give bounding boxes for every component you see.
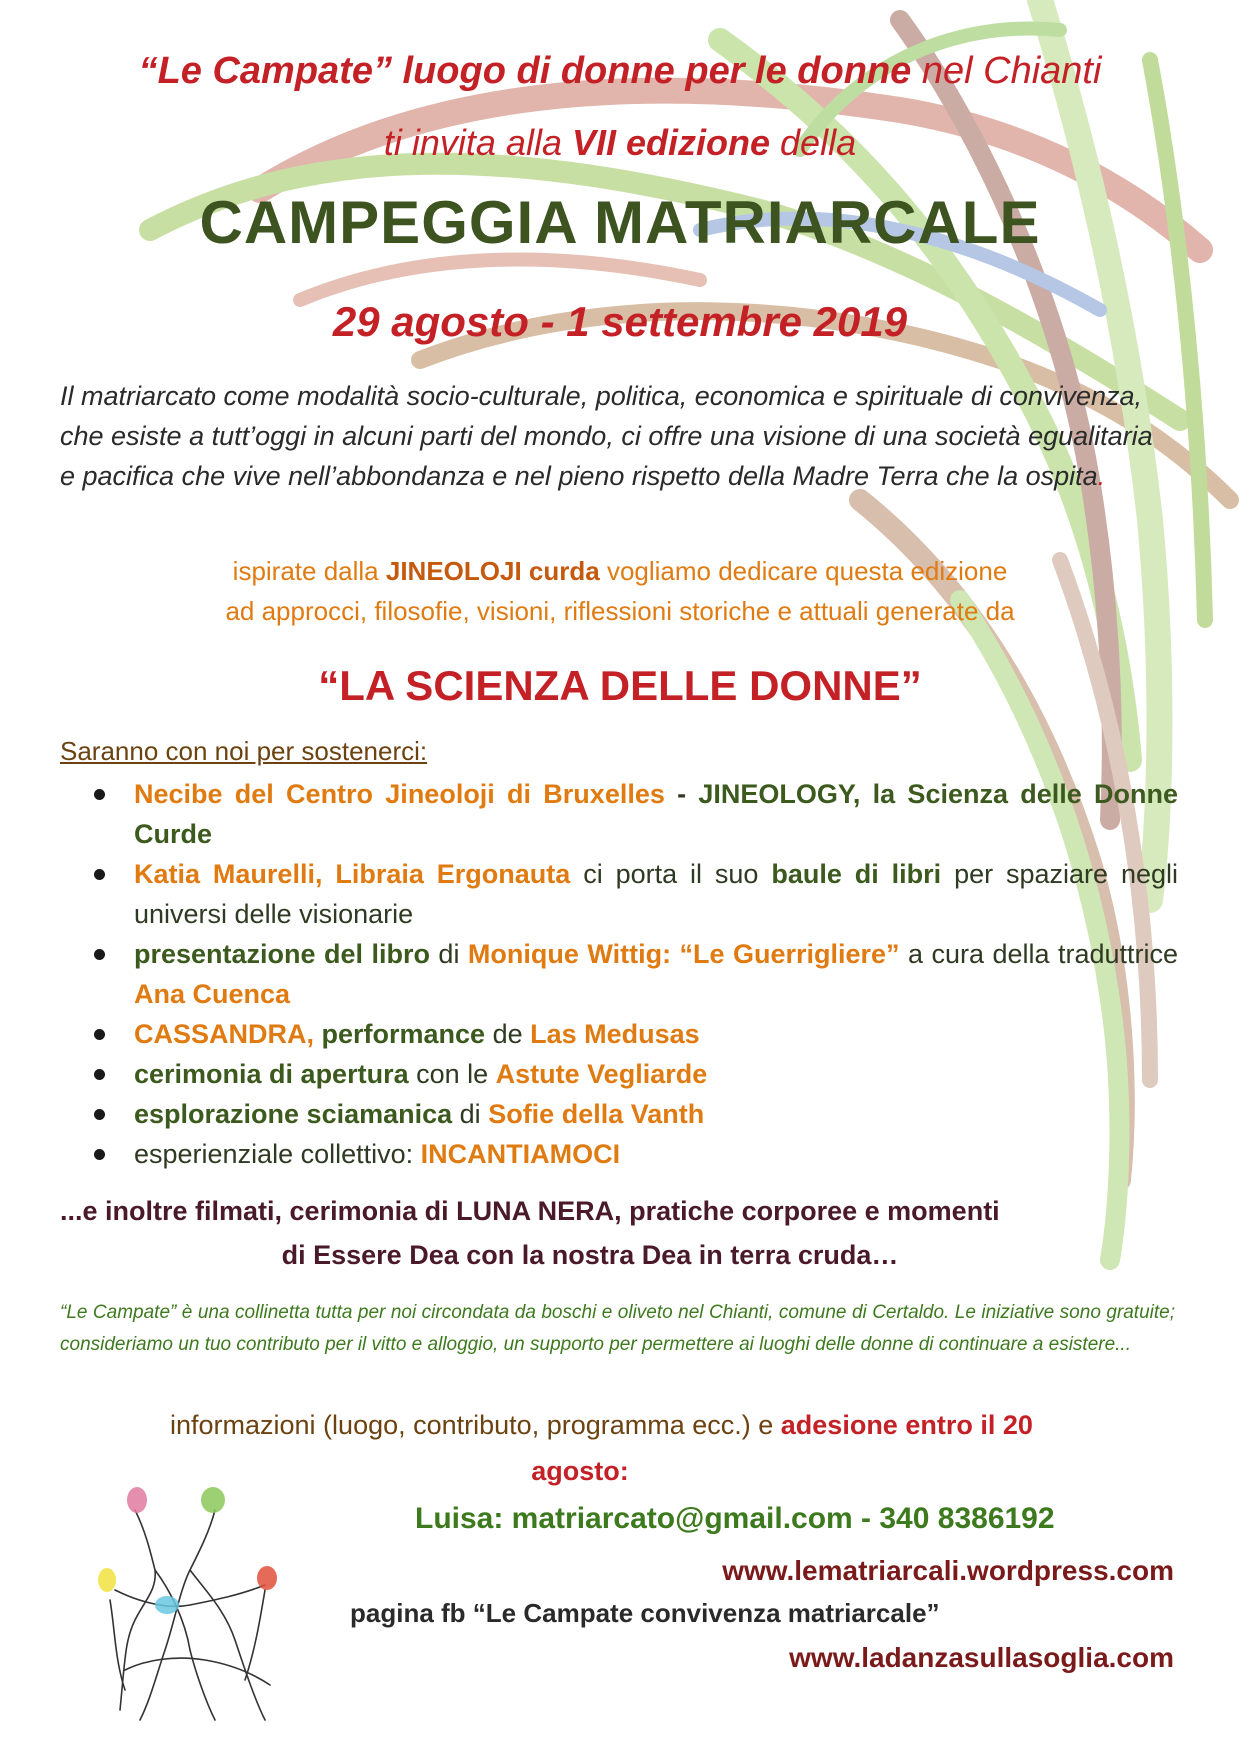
info-deadline: adesione entro il 20 xyxy=(780,1410,1033,1440)
list-item xyxy=(88,1094,1178,1134)
speaker-name: Sofie della Vanth xyxy=(488,1099,705,1129)
header-line-1 xyxy=(0,50,1240,93)
list-item xyxy=(88,774,1178,854)
intro-period: . xyxy=(1097,461,1106,491)
speaker-text: a cura della traduttrice xyxy=(899,939,1178,969)
yellow-head-icon xyxy=(98,1568,116,1592)
speaker-topic: baule di libri xyxy=(771,859,942,889)
list-item xyxy=(88,854,1178,934)
speaker-topic: JINEOLOGY, la Scienza delle Donne Curde xyxy=(134,779,1178,849)
page-title: CAMPEGGIA MATRIARCALE xyxy=(199,189,1041,256)
speaker-name: Katia Maurelli, Libraia Ergonauta xyxy=(134,859,571,889)
speaker-text: di xyxy=(452,1099,489,1129)
speaker-sep: - xyxy=(664,779,699,809)
speaker-topic: cerimonia di apertura xyxy=(134,1059,409,1089)
event-dates: 29 agosto - 1 settembre 2019 xyxy=(332,298,908,345)
speaker-name: Astute Vegliarde xyxy=(495,1059,708,1089)
contact-email-phone[interactable]: Luisa: matriarcato@gmail.com - 340 8386192 xyxy=(415,1502,1055,1535)
inspiration-prefix: ispirate dalla xyxy=(232,556,386,586)
info-deadline-month: agosto: xyxy=(531,1456,629,1486)
speaker-name: Ana Cuenca xyxy=(134,979,291,1009)
green-head-icon xyxy=(201,1487,225,1513)
intro-paragraph xyxy=(60,376,1170,496)
inspiration-jineoloji: JINEOLOJI curda xyxy=(385,556,600,586)
blue-head-icon xyxy=(155,1596,179,1614)
header-venue: “Le Campate” luogo di donne per le donne xyxy=(138,50,912,92)
header-della: della xyxy=(770,122,857,163)
theme-title: “LA SCIENZA DELLE DONNE” xyxy=(318,662,922,709)
list-item xyxy=(88,1014,1178,1054)
speaker-text: di xyxy=(429,939,468,969)
speaker-name: CASSANDRA, xyxy=(134,1019,315,1049)
list-item xyxy=(88,1134,1178,1174)
speaker-name: Las Medusas xyxy=(530,1019,700,1049)
red-head-icon xyxy=(257,1566,277,1590)
speaker-topic: presentazione del libro xyxy=(134,939,430,969)
speaker-text: de xyxy=(485,1019,531,1049)
website-link-2[interactable]: www.ladanzasullasoglia.com xyxy=(789,1642,1174,1673)
pink-head-icon xyxy=(127,1487,147,1513)
speaker-name: Monique Wittig: “Le Guerrigliere” xyxy=(467,939,900,969)
inspiration-line-2: ad approcci, filosofie, visioni, riflessioni storiche e attuali generate da xyxy=(225,596,1015,626)
speaker-topic: performance xyxy=(314,1019,486,1049)
venue-note: “Le Campate” è una collinetta tutta per noi circondata da boschi e oliveto nel Chianti, comune di Certaldo. Le iniziative sono gratuite; consideriamo un tuo contributo per il vitto e alloggio, un supporto per permettere ai luoghi delle donne di continuare a esistere... xyxy=(60,1302,1175,1355)
speaker-name: INCANTIAMOCI xyxy=(420,1139,621,1169)
header-invite: ti invita alla xyxy=(383,122,572,163)
speakers-heading: Saranno con noi per sostenerci: xyxy=(60,736,428,766)
extras-line-1: ...e inoltre filmati, cerimonia di LUNA NERA, pratiche corporee e momenti xyxy=(60,1196,1000,1226)
speaker-text: con le xyxy=(408,1059,496,1089)
speaker-text: ci porta il suo xyxy=(570,859,772,889)
speaker-name: Necibe del Centro Jineoloji di Bruxelles xyxy=(134,779,665,809)
info-line xyxy=(170,1410,1033,1441)
intro-text: Il matriarcato come modalità socio-culturale, politica, economica e spirituale di convivenza, che esiste a tutt’oggi in alcuni parti del mondo, ci offre una visione di una società egualitaria e pacifica che vive nell’abbondanza e nel pieno rispetto della Madre Terra che la ospita xyxy=(60,381,1153,491)
speaker-text: per spaziare negli universi delle visionarie xyxy=(134,859,1178,929)
website-link-1[interactable]: www.lematriarcali.wordpress.com xyxy=(722,1555,1174,1586)
info-text: informazioni (luogo, contributo, programma ecc.) e xyxy=(170,1410,781,1440)
speakers-list xyxy=(88,774,1178,1174)
extras-line-2: di Essere Dea con la nostra Dea in terra cruda… xyxy=(281,1240,899,1270)
header-line-2 xyxy=(0,122,1240,164)
dancing-women-logo xyxy=(95,1470,285,1730)
list-item xyxy=(88,1054,1178,1094)
speaker-text: esperienziale collettivo: xyxy=(134,1139,421,1169)
speaker-topic: esplorazione sciamanica xyxy=(134,1099,453,1129)
header-edition: VII edizione xyxy=(571,122,771,163)
facebook-page: pagina fb “Le Campate convivenza matriarcale” xyxy=(350,1598,940,1628)
list-item xyxy=(88,934,1178,1014)
inspiration-line-1 xyxy=(0,556,1240,587)
inspiration-suffix: vogliamo dedicare questa edizione xyxy=(599,556,1008,586)
header-location: nel Chianti xyxy=(911,50,1102,92)
